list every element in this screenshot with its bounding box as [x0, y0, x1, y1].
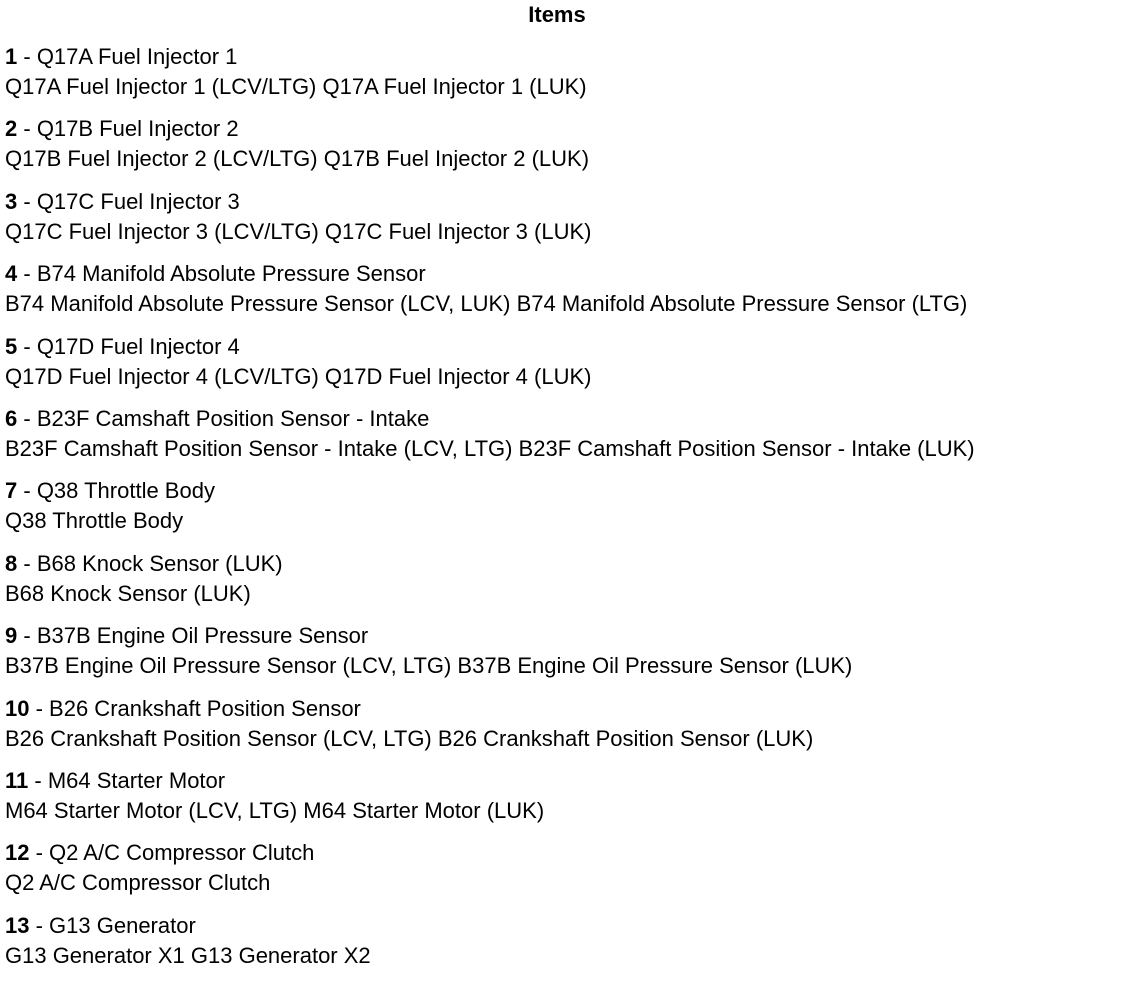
item-heading: Q17A Fuel Injector 1: [36, 44, 238, 69]
item-detail: B26 Crankshaft Position Sensor (LCV, LTG) B26 Crankshaft Position Sensor (LUK): [5, 725, 814, 751]
item-heading-line: [5, 549, 1130, 579]
list-item: [5, 621, 1130, 693]
item-detail: B74 Manifold Absolute Pressure Sensor (LCV, LUK) B74 Manifold Absolute Pressure Sensor (LTG): [5, 291, 968, 317]
item-detail: Q17C Fuel Injector 3 (LCV/LTG) Q17C Fuel Injector 3 (LUK): [5, 218, 592, 244]
item-separator: -: [17, 333, 37, 359]
page-title: Items: [528, 2, 586, 27]
item-number: 7: [5, 478, 18, 504]
item-heading: Q2 A/C Compressor Clutch: [49, 840, 315, 866]
item-detail: B23F Camshaft Position Sensor - Intake (LCV, LTG) B23F Camshaft Position Sensor - Intake (LUK): [5, 435, 975, 461]
item-detail: B68 Knock Sensor (LUK): [5, 580, 251, 606]
list-item: [5, 549, 1130, 621]
list-item: [5, 766, 1130, 838]
item-heading: Q17D Fuel Injector 4: [36, 333, 240, 359]
list-item: [5, 476, 1130, 548]
item-detail: Q17B Fuel Injector 2 (LCV/LTG) Q17B Fuel Injector 2 (LUK): [5, 146, 590, 172]
item-heading: B26 Crankshaft Position Sensor: [49, 695, 361, 721]
item-heading-line: [5, 838, 1130, 868]
item-separator: -: [29, 695, 50, 721]
list-item: [5, 911, 1130, 983]
item-number: 2: [5, 116, 18, 142]
item-heading-line: [5, 42, 1130, 72]
item-heading: Q17B Fuel Injector 2: [36, 116, 239, 142]
item-heading-line: [5, 259, 1130, 289]
item-heading-line: [5, 766, 1130, 796]
item-heading-line: [5, 187, 1130, 217]
item-detail: G13 Generator X1 G13 Generator X2: [5, 942, 371, 968]
item-detail: Q2 A/C Compressor Clutch: [5, 870, 271, 896]
item-detail: B37B Engine Oil Pressure Sensor (LCV, LTG) B37B Engine Oil Pressure Sensor (LUK): [5, 653, 853, 679]
item-number: 11: [5, 767, 29, 793]
item-number: 3: [5, 188, 18, 214]
item-number: 13: [5, 912, 30, 938]
list-item: [5, 838, 1130, 910]
item-number: 9: [5, 623, 18, 649]
item-detail: Q17D Fuel Injector 4 (LCV/LTG) Q17D Fuel Injector 4 (LUK): [5, 363, 592, 389]
item-heading-line: [5, 476, 1130, 506]
item-separator: -: [29, 840, 50, 866]
list-item: [5, 42, 1130, 114]
item-detail: Q17A Fuel Injector 1 (LCV/LTG) Q17A Fuel Injector 1 (LUK): [5, 74, 587, 99]
list-item: [5, 694, 1130, 766]
item-heading: Q17C Fuel Injector 3: [36, 188, 240, 214]
item-separator: -: [17, 550, 37, 576]
item-number: 12: [5, 840, 30, 866]
item-heading-line: [5, 621, 1130, 651]
item-separator: -: [28, 767, 48, 793]
item-separator: -: [17, 261, 37, 287]
item-heading-line: [5, 404, 1130, 434]
item-separator: -: [17, 478, 37, 504]
item-number: 10: [5, 695, 30, 721]
item-separator: -: [17, 623, 37, 649]
item-heading-line: [5, 114, 1130, 144]
item-number: 1: [5, 44, 18, 69]
list-item: [5, 187, 1130, 259]
list-item: [5, 259, 1130, 331]
item-heading: Q38 Throttle Body: [36, 478, 215, 504]
item-separator: -: [17, 116, 37, 142]
item-detail: M64 Starter Motor (LCV, LTG) M64 Starter Motor (LUK): [5, 797, 545, 823]
item-heading-line: [5, 694, 1130, 724]
item-detail: Q38 Throttle Body: [5, 508, 184, 534]
items-list: [5, 42, 1130, 983]
list-item: [5, 404, 1130, 476]
item-heading: G13 Generator: [49, 912, 196, 938]
item-number: 8: [5, 550, 18, 576]
item-number: 6: [5, 405, 18, 431]
item-heading-line: [5, 332, 1130, 362]
item-separator: -: [17, 44, 37, 69]
item-heading-line: [5, 911, 1130, 941]
item-separator: -: [17, 405, 37, 431]
item-number: 5: [5, 333, 18, 359]
item-heading: B23F Camshaft Position Sensor - Intake: [36, 405, 430, 431]
item-heading: B74 Manifold Absolute Pressure Sensor: [36, 261, 426, 287]
item-separator: -: [17, 188, 37, 214]
item-number: 4: [5, 261, 18, 287]
list-item: [5, 114, 1130, 186]
item-heading: M64 Starter Motor: [47, 767, 226, 793]
item-heading: B68 Knock Sensor (LUK): [36, 550, 283, 576]
item-heading: B37B Engine Oil Pressure Sensor: [36, 623, 369, 649]
list-item: [5, 332, 1130, 404]
item-separator: -: [29, 912, 50, 938]
